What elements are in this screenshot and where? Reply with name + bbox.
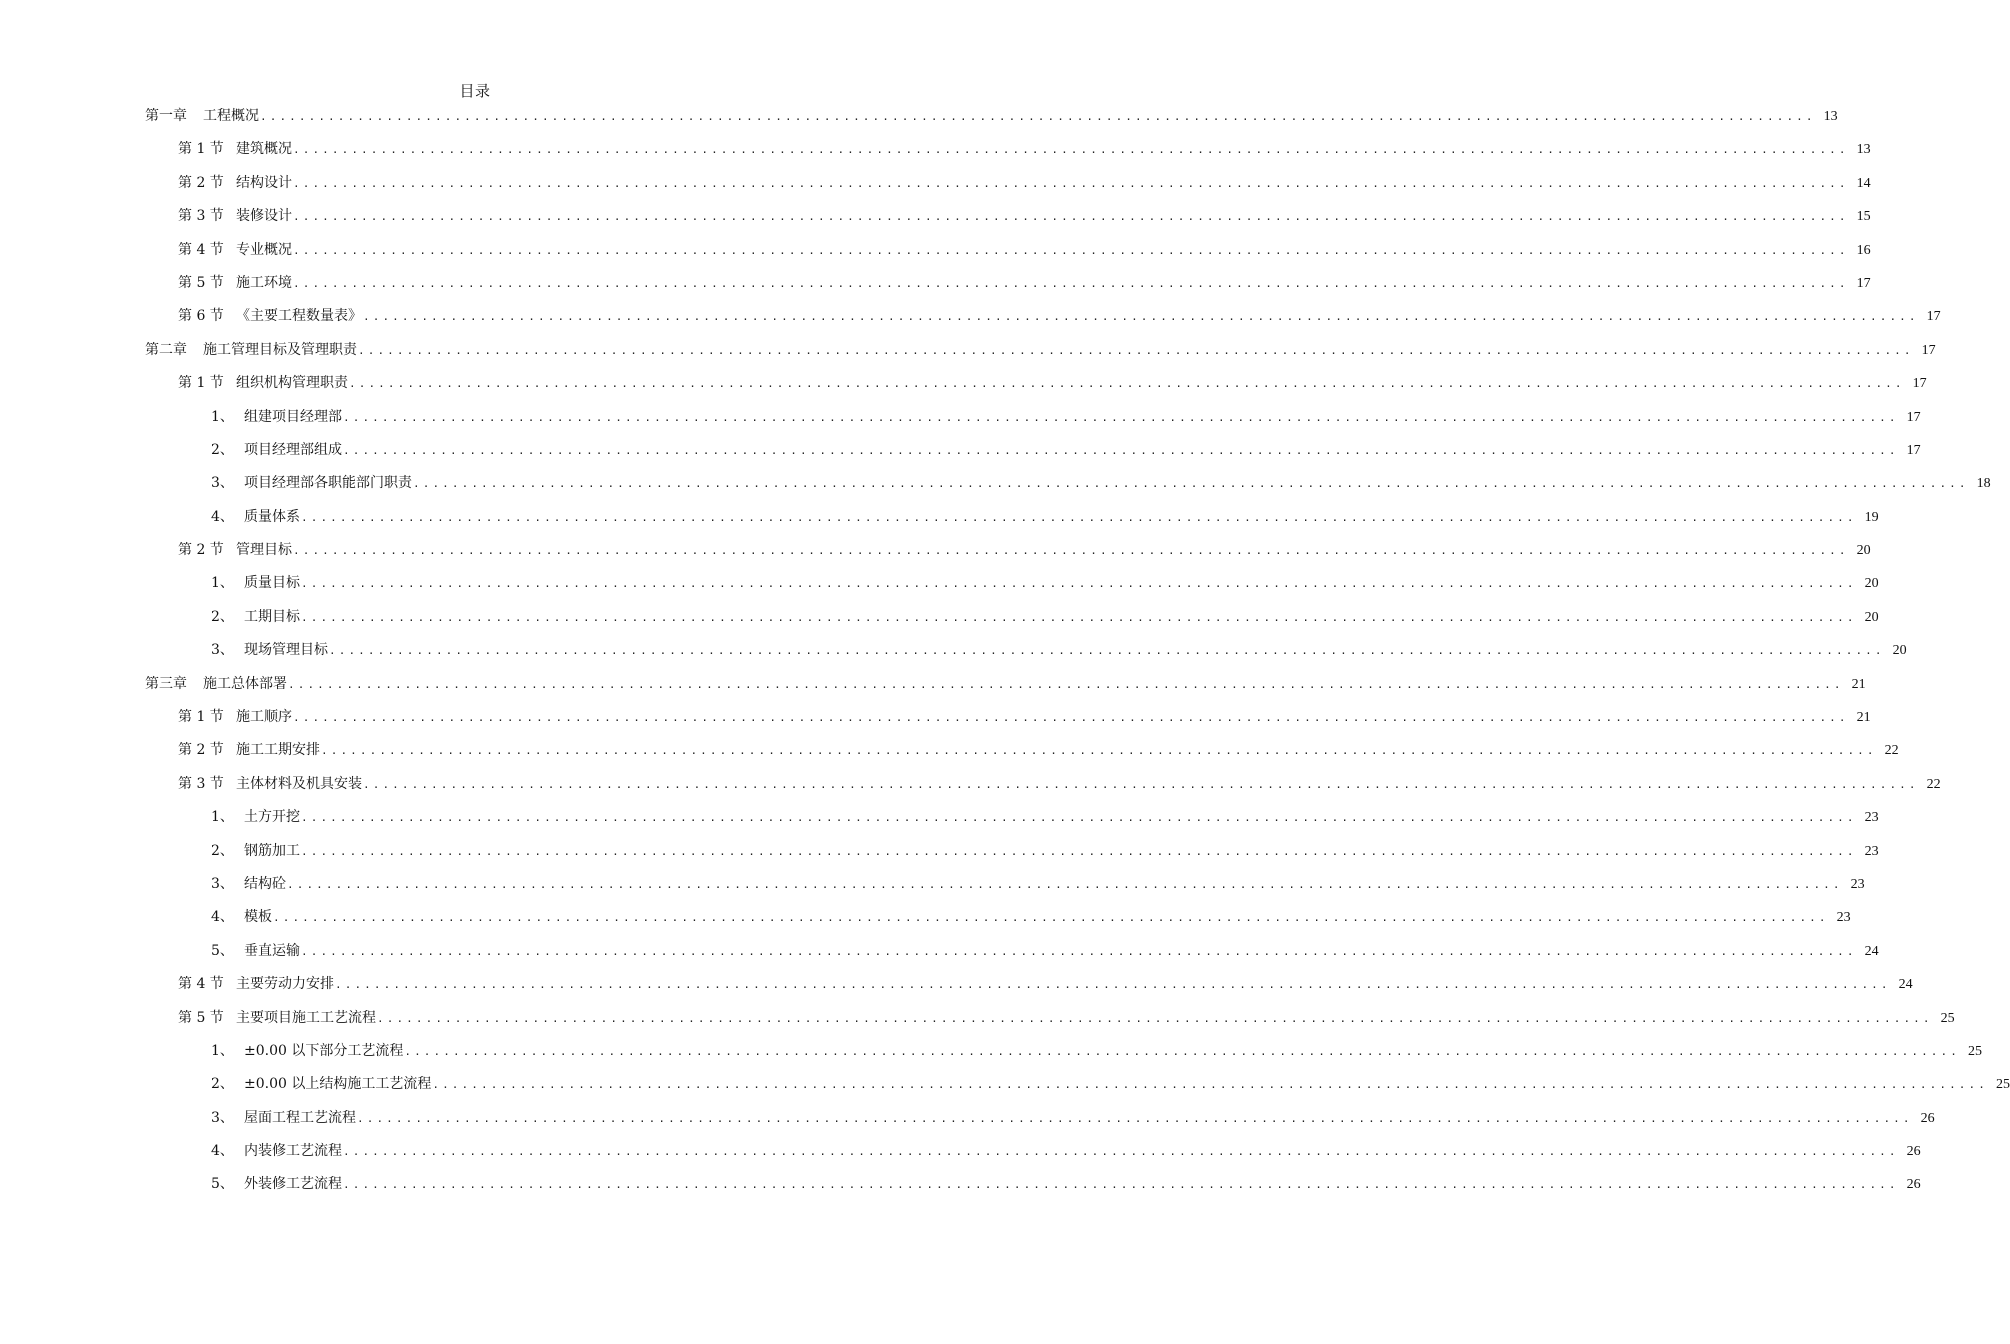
toc-entry-page-number: 20 — [1892, 643, 1907, 659]
toc-entry-label — [178, 300, 362, 333]
toc-entry-number: 第 5 节 — [178, 1009, 224, 1026]
toc-entry-title: 项目经理部组成 — [244, 441, 342, 458]
toc-entry-number: 第 1 节 — [178, 709, 224, 726]
toc-dot-leader: ................................................................................................................................................................ — [343, 410, 1899, 424]
toc-dot-leader: ................................................................................................................................................................ — [293, 143, 1849, 157]
toc-entry-label — [211, 801, 300, 834]
toc-entry-number: 3、 — [211, 875, 234, 892]
toc-dot-leader: ................................................................................................................................................................ — [301, 811, 1857, 825]
toc-dot-leader: ................................................................................................................................................................ — [301, 944, 1857, 958]
toc-entry-number: 5、 — [211, 1176, 234, 1193]
toc-entry[interactable] — [145, 701, 1871, 734]
toc-dot-leader: ................................................................................................................................................................ — [377, 1011, 1933, 1025]
toc-entry-title: 结构设计 — [236, 174, 292, 191]
toc-entry-label — [211, 1135, 342, 1168]
toc-entry-label — [178, 768, 362, 801]
toc-entry-title: 现场管理目标 — [244, 642, 328, 659]
toc-dot-leader: ................................................................................................................................................................ — [301, 610, 1857, 624]
toc-entry-title: 项目经理部各职能部门职责 — [244, 475, 412, 492]
toc-entry[interactable] — [145, 133, 1871, 166]
toc-entry-number: 第 5 节 — [178, 274, 224, 291]
toc-entry[interactable] — [145, 200, 1871, 233]
toc-entry-number: 第 3 节 — [178, 775, 224, 792]
toc-entry-label — [211, 1102, 356, 1135]
toc-entry-number: 第一章 — [145, 107, 187, 124]
toc-entry[interactable] — [145, 1135, 1921, 1168]
toc-entry-label — [178, 968, 334, 1001]
toc-entry-title: 主要劳动力安排 — [236, 976, 334, 993]
toc-entry[interactable] — [145, 968, 1913, 1001]
toc-entry[interactable] — [145, 668, 1866, 701]
toc-entry-label — [178, 534, 292, 567]
toc-dot-leader: ................................................................................................................................................................ — [343, 1145, 1899, 1159]
toc-entry-number: 2、 — [211, 842, 234, 859]
toc-entry-title: 施工管理目标及管理职责 — [203, 341, 357, 358]
toc-entry-number: 3、 — [211, 1109, 234, 1126]
toc-entry-number: 1、 — [211, 809, 234, 826]
toc-entry-label — [211, 1168, 342, 1201]
toc-entry[interactable] — [145, 401, 1921, 434]
toc-entry-number: 3、 — [211, 642, 234, 659]
toc-entry[interactable] — [145, 534, 1871, 567]
toc-entry-title: 主体材料及机具安装 — [236, 775, 362, 792]
toc-entry-label — [178, 133, 292, 166]
toc-entry[interactable] — [145, 501, 1879, 534]
toc-entry-page-number: 23 — [1836, 910, 1851, 926]
toc-entry-label — [211, 935, 300, 968]
toc-entry-number: 4、 — [211, 1143, 234, 1160]
toc-entry-number: 第 2 节 — [178, 174, 224, 191]
toc-entry[interactable] — [145, 467, 1991, 500]
toc-entry[interactable] — [145, 567, 1879, 600]
toc-entry-number: 2、 — [211, 608, 234, 625]
toc-entry-page-number: 24 — [1898, 977, 1913, 993]
toc-entry[interactable] — [145, 234, 1871, 267]
toc-dot-leader: ................................................................................................................................................................ — [293, 210, 1849, 224]
toc-dot-leader: ................................................................................................................................................................ — [301, 844, 1857, 858]
toc-dot-leader: ................................................................................................................................................................ — [413, 477, 1969, 491]
toc-entry[interactable] — [145, 167, 1871, 200]
toc-entry-title: 施工顺序 — [236, 709, 292, 726]
toc-dot-leader: ................................................................................................................................................................ — [363, 777, 1919, 791]
toc-entry-page-number: 16 — [1856, 242, 1871, 258]
toc-entry-title: 建筑概况 — [236, 141, 292, 158]
toc-entry-page-number: 19 — [1864, 509, 1879, 525]
toc-entry-title: 质量体系 — [244, 508, 300, 525]
toc-entry-label — [211, 434, 342, 467]
toc-entry[interactable] — [145, 1068, 2010, 1101]
toc-entry[interactable] — [145, 267, 1871, 300]
toc-entry-title: 外装修工艺流程 — [244, 1176, 342, 1193]
toc-entry-title: 组织机构管理职责 — [236, 375, 348, 392]
toc-entry-page-number: 23 — [1864, 843, 1879, 859]
toc-entry-page-number: 26 — [1906, 1144, 1921, 1160]
toc-entry-title: 装修设计 — [236, 208, 292, 225]
toc-dot-leader: ................................................................................................................................................................ — [404, 1044, 1960, 1058]
toc-entry-label — [178, 167, 292, 200]
toc-entry-label — [211, 601, 300, 634]
toc-entry-label — [178, 1002, 376, 1035]
toc-entry-title: 质量目标 — [244, 575, 300, 592]
toc-entry-number: 2、 — [211, 1076, 234, 1093]
toc-entry-title: 钢筋加工 — [244, 842, 300, 859]
toc-entry[interactable] — [145, 1102, 1935, 1135]
toc-dot-leader: ................................................................................................................................................................ — [357, 1111, 1913, 1125]
toc-dot-leader: ................................................................................................................................................................ — [293, 243, 1849, 257]
toc-entry[interactable] — [145, 1002, 1955, 1035]
toc-entry-page-number: 17 — [1856, 275, 1871, 291]
toc-entry[interactable] — [145, 100, 1838, 133]
toc-entry-title: ±0.00 以下部分工艺流程 — [244, 1042, 404, 1059]
toc-entry-number: 第 2 节 — [178, 742, 224, 759]
toc-dot-leader: ................................................................................................................................................................ — [293, 711, 1849, 725]
toc-entry-number: 2、 — [211, 441, 234, 458]
toc-dot-leader: ................................................................................................................................................................ — [363, 310, 1919, 324]
toc-entry-number: 1、 — [211, 1042, 234, 1059]
toc-entry-label — [211, 501, 300, 534]
toc-entry-number: 第 1 节 — [178, 375, 224, 392]
toc-entry-label — [145, 100, 259, 133]
toc-entry-title: 内装修工艺流程 — [244, 1143, 342, 1160]
toc-entry-title: 施工工期安排 — [236, 742, 320, 759]
toc-entry[interactable] — [145, 768, 1941, 801]
toc-entry-label — [211, 634, 328, 667]
toc-entry-title: 《主要工程数量表》 — [236, 308, 362, 325]
toc-entry[interactable] — [145, 334, 1936, 367]
toc-entry-label — [178, 234, 292, 267]
toc-entry-page-number: 25 — [1995, 1077, 2010, 1093]
toc-entry-page-number: 20 — [1864, 576, 1879, 592]
toc-entry-number: 4、 — [211, 508, 234, 525]
toc-entry-title: 专业概况 — [236, 241, 292, 258]
toc-entry[interactable] — [145, 434, 1921, 467]
toc-dot-leader: ................................................................................................................................................................ — [329, 644, 1885, 658]
toc-dot-leader: ................................................................................................................................................................ — [343, 443, 1899, 457]
toc-entry-page-number: 23 — [1864, 810, 1879, 826]
toc-entry-page-number: 25 — [1967, 1043, 1982, 1059]
toc-entry[interactable] — [145, 901, 1851, 934]
toc-entry-page-number: 26 — [1906, 1177, 1921, 1193]
toc-dot-leader: ................................................................................................................................................................ — [260, 109, 1816, 123]
toc-entry-label — [211, 1068, 431, 1101]
toc-dot-leader: ................................................................................................................................................................ — [349, 377, 1905, 391]
toc-entry-label — [211, 401, 342, 434]
toc-entry[interactable] — [145, 367, 1927, 400]
toc-dot-leader: ................................................................................................................................................................ — [335, 978, 1891, 992]
toc-entry-page-number: 20 — [1864, 609, 1879, 625]
toc-entry-label — [178, 267, 292, 300]
toc-entry-title: 垂直运输 — [244, 942, 300, 959]
toc-entry-page-number: 17 — [1921, 342, 1936, 358]
toc-entry-number: 第 2 节 — [178, 542, 224, 559]
toc-entry[interactable] — [145, 801, 1879, 834]
toc-entry-title: 模板 — [244, 909, 272, 926]
toc-entry-page-number: 14 — [1856, 175, 1871, 191]
toc-entry-page-number: 23 — [1850, 876, 1865, 892]
toc-entry-number: 3、 — [211, 475, 234, 492]
toc-entry-page-number: 17 — [1906, 409, 1921, 425]
toc-entry-page-number: 17 — [1906, 442, 1921, 458]
toc-entry[interactable] — [145, 601, 1879, 634]
toc-entry-number: 第三章 — [145, 675, 187, 692]
toc-entry-title: 组建项目经理部 — [244, 408, 342, 425]
toc-entry-label — [211, 467, 412, 500]
toc-entry-title: 主要项目施工工艺流程 — [236, 1009, 376, 1026]
toc-entry-label — [211, 901, 272, 934]
toc-entry-label — [178, 200, 292, 233]
toc-dot-leader: ................................................................................................................................................................ — [358, 343, 1914, 357]
toc-entry-title: 结构砼 — [244, 875, 286, 892]
toc-entry-number: 第 1 节 — [178, 141, 224, 158]
toc-entry-title: 屋面工程工艺流程 — [244, 1109, 356, 1126]
toc-entry-page-number: 25 — [1940, 1010, 1955, 1026]
toc-dot-leader: ................................................................................................................................................................ — [321, 744, 1877, 758]
toc-entry[interactable] — [145, 1169, 1921, 1202]
toc-dot-leader: ................................................................................................................................................................ — [293, 544, 1849, 558]
toc-entry-page-number: 13 — [1823, 108, 1838, 124]
toc-entry-page-number: 20 — [1856, 543, 1871, 559]
toc-entry-page-number: 22 — [1884, 743, 1899, 759]
toc-dot-leader: ................................................................................................................................................................ — [301, 510, 1857, 524]
toc-entry[interactable] — [145, 835, 1879, 868]
toc-dot-leader: ................................................................................................................................................................ — [301, 577, 1857, 591]
toc-entry-page-number: 26 — [1920, 1110, 1935, 1126]
toc-title: 目录 — [459, 82, 491, 100]
toc-entry-page-number: 24 — [1864, 943, 1879, 959]
toc-dot-leader: ................................................................................................................................................................ — [287, 877, 1843, 891]
toc-entry-number: 1、 — [211, 575, 234, 592]
toc-entry[interactable] — [145, 634, 1907, 667]
toc-dot-leader: ................................................................................................................................................................ — [293, 276, 1849, 290]
toc-entry-page-number: 21 — [1851, 676, 1866, 692]
toc-dot-leader: ................................................................................................................................................................ — [273, 911, 1829, 925]
toc-entry-page-number: 15 — [1856, 209, 1871, 225]
toc-entry-number: 第 4 节 — [178, 976, 224, 993]
toc-entry-number: 5、 — [211, 942, 234, 959]
toc-entry-page-number: 13 — [1856, 142, 1871, 158]
toc-dot-leader: ................................................................................................................................................................ — [293, 176, 1849, 190]
toc-entry-label — [211, 1035, 403, 1068]
toc-entry-title: 工期目标 — [244, 608, 300, 625]
toc-entry-title: 工程概况 — [203, 107, 259, 124]
toc-entry-label — [178, 701, 292, 734]
toc-entry-title: 施工环境 — [236, 274, 292, 291]
toc-entry-number: 1、 — [211, 408, 234, 425]
toc-entry[interactable] — [145, 868, 1865, 901]
toc-entry[interactable] — [145, 734, 1899, 767]
toc-dot-leader: ................................................................................................................................................................ — [343, 1178, 1899, 1192]
toc-entry-label — [178, 734, 320, 767]
toc-entry-number: 4、 — [211, 909, 234, 926]
toc-entry-number: 第 4 节 — [178, 241, 224, 258]
toc-entry-label — [145, 334, 357, 367]
toc-entry-page-number: 21 — [1856, 710, 1871, 726]
toc-entry-label — [211, 835, 300, 868]
toc-entry[interactable] — [145, 1035, 1982, 1068]
toc-entry[interactable] — [145, 935, 1879, 968]
toc-entry-page-number: 17 — [1912, 376, 1927, 392]
toc-entry[interactable] — [145, 300, 1941, 333]
toc-entry-title: 管理目标 — [236, 542, 292, 559]
toc-dot-leader: ................................................................................................................................................................ — [432, 1078, 1988, 1092]
table-of-contents — [145, 100, 2010, 1202]
toc-entry-page-number: 22 — [1926, 776, 1941, 792]
toc-entry-label — [211, 567, 300, 600]
toc-entry-number: 第二章 — [145, 341, 187, 358]
toc-entry-number: 第 6 节 — [178, 308, 224, 325]
toc-entry-page-number: 18 — [1976, 476, 1991, 492]
toc-dot-leader: ................................................................................................................................................................ — [288, 677, 1844, 691]
toc-entry-title: 土方开挖 — [244, 809, 300, 826]
toc-entry-title: 施工总体部署 — [203, 675, 287, 692]
toc-entry-label — [178, 367, 348, 400]
toc-entry-label — [145, 668, 287, 701]
toc-entry-title: ±0.00 以上结构施工工艺流程 — [244, 1076, 432, 1093]
toc-entry-label — [211, 868, 286, 901]
toc-entry-number: 第 3 节 — [178, 208, 224, 225]
toc-entry-page-number: 17 — [1926, 309, 1941, 325]
